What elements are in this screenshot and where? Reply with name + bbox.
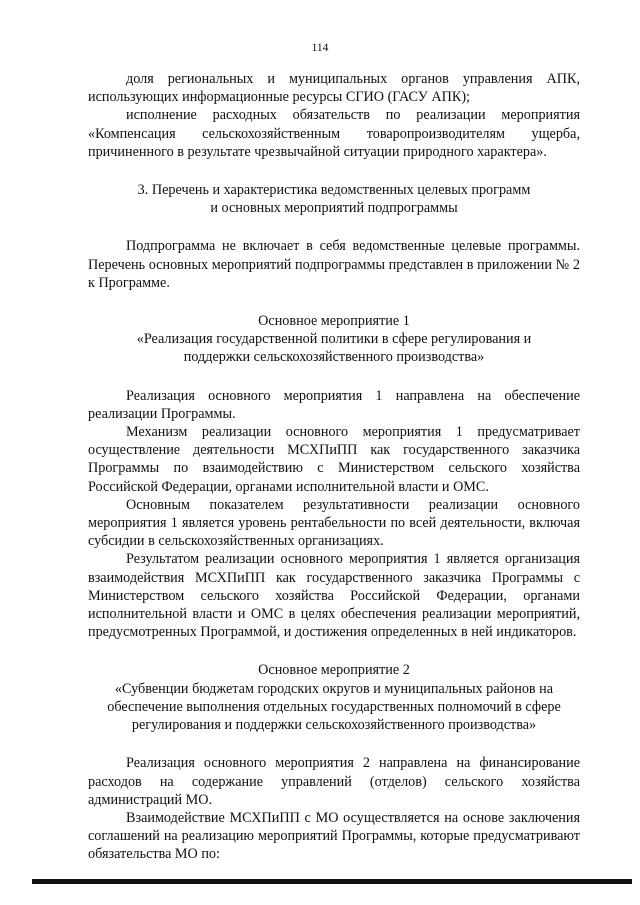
- section-heading-line: и основных мероприятий подпрограммы: [210, 200, 458, 217]
- paragraph: Результатом реализации основного мероприятия 1 является организация взаимодействия МСХПиПП как государственного заказчика Программы с Министерством сельского хозяйства Российской Федерации, органами исполнительной власти и ОМС в целях обеспечения реализации мероприятий, предусмотренных Программой, и достижения определенных в ней индикаторов.: [88, 551, 580, 641]
- paragraph: Основным показателем результативности реализации основного мероприятия 1 является уровень рентабельности по всей деятельности, включая субсидии в сельскохозяйственных организациях.: [88, 496, 580, 550]
- paragraph: Реализация основного мероприятия 1 направлена на обеспечение реализации Программы.: [88, 387, 580, 422]
- paragraph: доля региональных и муниципальных органов управления АПК, использующих информационные ресурсы СГИО (ГАСУ АПК);: [88, 71, 580, 106]
- paragraph: исполнение расходных обязательств по реализации мероприятия «Компенсация сельскохозяйственным товаропроизводителям ущерба, причиненного в результате чрезвычайной ситуации природного характера».: [88, 107, 580, 160]
- measure-title: Основное мероприятие 2: [258, 662, 410, 679]
- measure-title: Основное мероприятие 1: [258, 313, 410, 330]
- section-heading-line: 3. Перечень и характеристика ведомственных целевых программ: [137, 182, 531, 199]
- measure-name-line: «Реализация государственной политики в сфере регулирования и: [136, 331, 532, 348]
- measure-name-line: поддержки сельскохозяйственного производства»: [183, 349, 485, 366]
- document-body: [88, 70, 580, 864]
- paragraph: Реализация основного мероприятия 2 направлена на финансирование расходов на содержание управлений (отделов) сельского хозяйства администраций МО.: [88, 755, 580, 808]
- measure-name-line: «Субвенции бюджетам городских округов и муниципальных районов на: [114, 680, 554, 697]
- measure-name-line: обеспечение выполнения отдельных государственных полномочий в сфере: [107, 698, 561, 715]
- paragraph: Подпрограмма не включает в себя ведомственные целевые программы. Перечень основных мероприятий подпрограммы представлен в приложении № 2 к Программе.: [88, 238, 580, 291]
- bottom-rule: [32, 879, 632, 884]
- paragraph: Взаимодействие МСХПиПП с МО осуществляется на основе заключения соглашений на реализацию мероприятий Программы, которые предусматривают обязательства МО по:: [88, 809, 580, 863]
- paragraph: Механизм реализации основного мероприятия 1 предусматривает осуществление деятельности МСХПиПП как государственного заказчика Программы по взаимодействию с Министерством сельского хозяйства Российской Федерации, органами исполнительной власти и ОМС.: [88, 424, 580, 495]
- page-number: 114: [311, 42, 329, 54]
- measure-name-line: регулирования и поддержки сельскохозяйственного производства»: [131, 717, 537, 734]
